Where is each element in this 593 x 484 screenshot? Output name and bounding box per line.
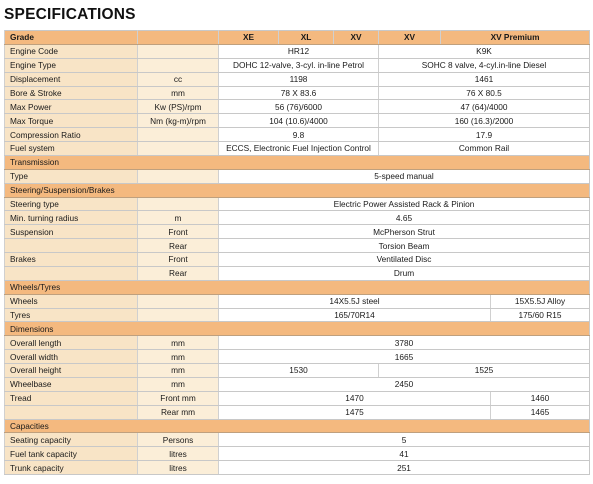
row-label: Tyres	[5, 308, 138, 322]
table-row	[5, 350, 590, 364]
table-row	[5, 433, 590, 447]
table-row	[5, 100, 590, 114]
table-row	[5, 239, 590, 253]
cell-value: SOHC 8 valve, 4-cyl.in-line Diesel	[379, 58, 590, 72]
table-row	[5, 253, 590, 267]
cell-value: 1198	[219, 72, 379, 86]
row-label: Compression Ratio	[5, 128, 138, 142]
row-label: Type	[5, 169, 138, 183]
table-row	[5, 128, 590, 142]
cell-value: ECCS, Electronic Fuel Injection Control	[219, 142, 379, 156]
cell-value: 17.9	[379, 128, 590, 142]
table-row	[5, 225, 590, 239]
cell-value: DOHC 12-valve, 3-cyl. in-line Petrol	[219, 58, 379, 72]
cell-value-premium: 175/60 R15	[491, 308, 590, 322]
cell-value: 4.65	[219, 211, 590, 225]
row-unit: Nm (kg-m)/rpm	[138, 114, 219, 128]
cell-value-premium: 1460	[491, 391, 590, 405]
table-row	[5, 114, 590, 128]
row-unit: Rear	[138, 266, 219, 280]
table-row	[5, 461, 590, 475]
section-title: Capacities	[5, 419, 590, 433]
cell-value: 251	[219, 461, 590, 475]
section-header	[5, 280, 590, 294]
section-header	[5, 419, 590, 433]
cell-value: 47 (64)/4000	[379, 100, 590, 114]
cell-value: 56 (76)/6000	[219, 100, 379, 114]
row-label: Wheelbase	[5, 377, 138, 391]
cell-value: 14X5.5J steel	[219, 294, 491, 308]
row-label: Fuel system	[5, 142, 138, 156]
row-unit: litres	[138, 447, 219, 461]
row-label: Max Power	[5, 100, 138, 114]
row-unit: mm	[138, 350, 219, 364]
cell-value: 9.8	[219, 128, 379, 142]
table-row	[5, 58, 590, 72]
cell-value: Ventilated Disc	[219, 253, 590, 267]
cell-value: 3780	[219, 336, 590, 350]
grade-xe: XE	[219, 31, 279, 45]
row-label: Overall length	[5, 336, 138, 350]
row-unit: Rear	[138, 239, 219, 253]
cell-value: 1470	[219, 391, 491, 405]
table-row	[5, 44, 590, 58]
row-label: Overall height	[5, 364, 138, 378]
cell-value: 1525	[379, 364, 590, 378]
row-unit: Kw (PS)/rpm	[138, 100, 219, 114]
cell-value: Torsion Beam	[219, 239, 590, 253]
section-header	[5, 155, 590, 169]
row-label: Trunk capacity	[5, 461, 138, 475]
row-label: Engine Type	[5, 58, 138, 72]
row-unit: Front	[138, 253, 219, 267]
cell-value: 165/70R14	[219, 308, 491, 322]
row-label: Displacement	[5, 72, 138, 86]
row-label: Min. turning radius	[5, 211, 138, 225]
section-header	[5, 322, 590, 336]
cell-value: 1475	[219, 405, 491, 419]
row-unit: mm	[138, 377, 219, 391]
page-title: SPECIFICATIONS	[4, 6, 136, 23]
row-unit: mm	[138, 336, 219, 350]
table-row	[5, 169, 590, 183]
row-label: Engine Code	[5, 44, 138, 58]
cell-value: HR12	[219, 44, 379, 58]
unit-header	[138, 31, 219, 45]
section-title: Steering/Suspension/Brakes	[5, 183, 590, 197]
table-row	[5, 72, 590, 86]
table-row	[5, 211, 590, 225]
cell-value: K9K	[379, 44, 590, 58]
cell-value: 2450	[219, 377, 590, 391]
cell-value: 1665	[219, 350, 590, 364]
section-title: Wheels/Tyres	[5, 280, 590, 294]
cell-value: 76 X 80.5	[379, 86, 590, 100]
row-label: Wheels	[5, 294, 138, 308]
cell-value: 1461	[379, 72, 590, 86]
grade-header: Grade	[5, 31, 138, 45]
cell-value: 78 X 83.6	[219, 86, 379, 100]
row-unit: Persons	[138, 433, 219, 447]
table-row	[5, 447, 590, 461]
table-row	[5, 86, 590, 100]
table-row	[5, 197, 590, 211]
row-unit: Rear mm	[138, 405, 219, 419]
row-label: Bore & Stroke	[5, 86, 138, 100]
row-label: Fuel tank capacity	[5, 447, 138, 461]
grade-xv-diesel: XV	[379, 31, 441, 45]
grade-xv-petrol: XV	[334, 31, 379, 45]
grade-xv-premium: XV Premium	[441, 31, 590, 45]
row-label: Overall width	[5, 350, 138, 364]
grade-xl: XL	[279, 31, 334, 45]
row-unit: litres	[138, 461, 219, 475]
section-header	[5, 183, 590, 197]
table-row	[5, 364, 590, 378]
cell-value: Common Rail	[379, 142, 590, 156]
table-row	[5, 405, 590, 419]
table-row	[5, 308, 590, 322]
cell-value: 1530	[219, 364, 379, 378]
table-row	[5, 266, 590, 280]
row-unit: mm	[138, 86, 219, 100]
row-unit: m	[138, 211, 219, 225]
cell-value-premium: 1465	[491, 405, 590, 419]
cell-value: Drum	[219, 266, 590, 280]
cell-value: 160 (16.3)/2000	[379, 114, 590, 128]
table-row	[5, 391, 590, 405]
table-row	[5, 377, 590, 391]
row-label: Steering type	[5, 197, 138, 211]
cell-value: McPherson Strut	[219, 225, 590, 239]
section-title: Dimensions	[5, 322, 590, 336]
header-row	[5, 31, 590, 45]
row-label: Brakes	[5, 253, 138, 267]
spec-table	[4, 30, 590, 475]
cell-value: 104 (10.6)/4000	[219, 114, 379, 128]
row-label: Suspension	[5, 225, 138, 239]
section-title: Transmission	[5, 155, 590, 169]
row-label: Tread	[5, 391, 138, 405]
row-unit: cc	[138, 72, 219, 86]
table-row	[5, 336, 590, 350]
cell-value: 5-speed manual	[219, 169, 590, 183]
row-label: Seating capacity	[5, 433, 138, 447]
row-unit: mm	[138, 364, 219, 378]
table-row	[5, 294, 590, 308]
table-row	[5, 142, 590, 156]
cell-value-premium: 15X5.5J Alloy	[491, 294, 590, 308]
row-unit: Front mm	[138, 391, 219, 405]
row-unit: Front	[138, 225, 219, 239]
cell-value: 41	[219, 447, 590, 461]
cell-value: Electric Power Assisted Rack & Pinion	[219, 197, 590, 211]
row-label: Max Torque	[5, 114, 138, 128]
cell-value: 5	[219, 433, 590, 447]
